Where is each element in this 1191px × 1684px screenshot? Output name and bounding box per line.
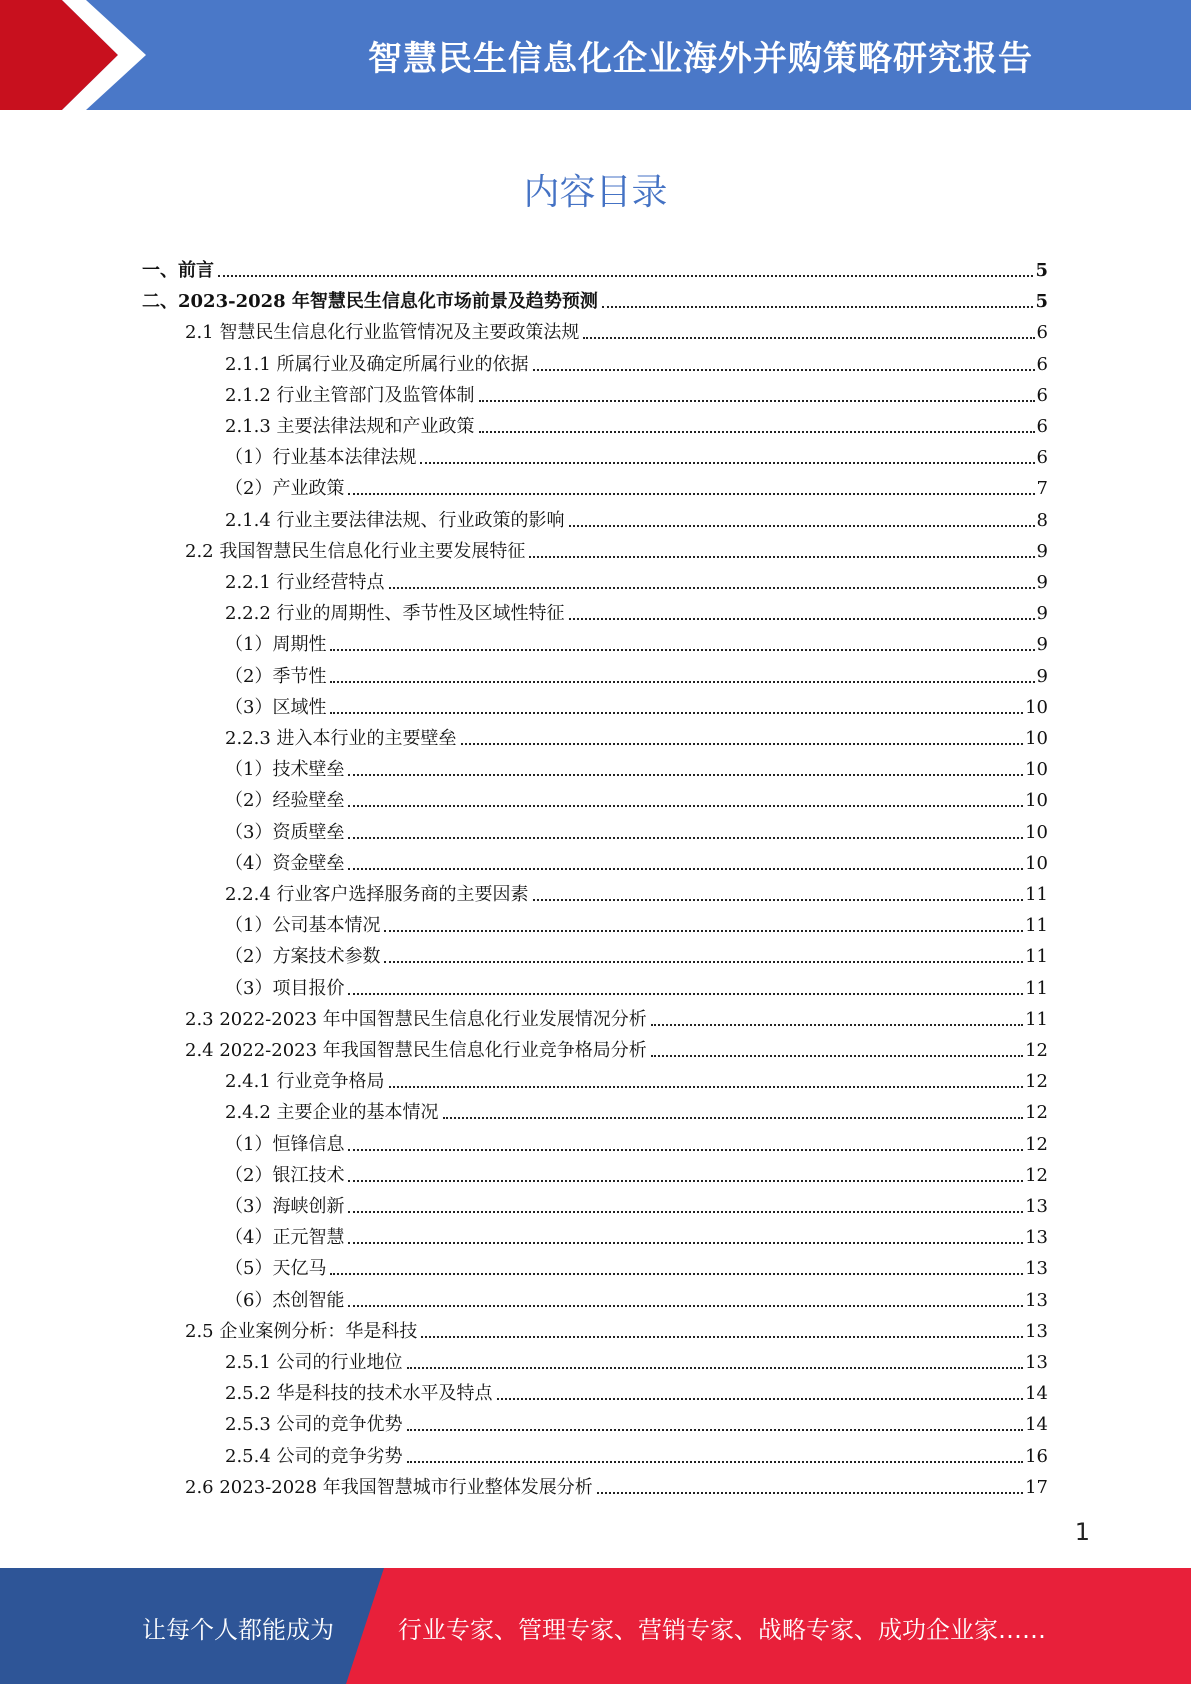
toc-entry-page: 9 <box>1036 665 1048 687</box>
toc-entry-page: 13 <box>1025 1227 1048 1249</box>
toc-entry-label: 2.4.1 行业竞争格局 <box>225 1071 385 1093</box>
toc-entry-page: 16 <box>1025 1445 1048 1467</box>
toc-entry[interactable] <box>225 564 1048 594</box>
toc-entry-label: （2）产业政策 <box>225 478 345 500</box>
toc-entry-label: 2.1.3 主要法律法规和产业政策 <box>225 416 475 437</box>
toc-entry[interactable] <box>225 1282 1048 1312</box>
toc-entry-label: （1）周期性 <box>225 634 327 656</box>
toc-leader-dots <box>407 1367 1024 1369</box>
toc-entry[interactable] <box>225 658 1048 688</box>
toc-entry-page: 6 <box>1036 416 1048 437</box>
toc-entry[interactable] <box>225 377 1048 407</box>
toc-entry-page: 11 <box>1025 946 1048 968</box>
toc-entry-label: 2.2.1 行业经营特点 <box>225 572 385 593</box>
toc-entry[interactable] <box>225 1219 1048 1249</box>
toc-leader-dots <box>569 618 1035 620</box>
toc-entry-label: 2.6 2023-2028 年我国智慧城市行业整体发展分析 <box>185 1476 593 1498</box>
toc-leader-dots <box>533 369 1035 371</box>
page-number: 1 <box>1074 1518 1090 1546</box>
toc-entry-page: 13 <box>1025 1258 1048 1280</box>
header-arrow-decoration <box>0 0 240 110</box>
toc-entry-label: 2.3 2022-2023 年中国智慧民生信息化行业发展情况分析 <box>185 1008 647 1030</box>
toc-entry-label: （2）方案技术参数 <box>225 946 381 968</box>
toc-entry-label: 2.5.4 公司的竞争劣势 <box>225 1445 403 1467</box>
toc-leader-dots <box>443 1117 1024 1119</box>
toc-entry-page: 10 <box>1025 821 1048 843</box>
toc-entry[interactable] <box>225 938 1048 968</box>
toc-entry-label: （3）区域性 <box>225 696 327 718</box>
toc-leader-dots <box>348 993 1023 995</box>
toc-entry-page: 17 <box>1025 1476 1048 1498</box>
toc-entry[interactable] <box>225 595 1048 625</box>
toc-leader-dots <box>479 400 1035 402</box>
toc-entry[interactable] <box>225 502 1048 532</box>
toc-entry-page: 9 <box>1036 572 1048 593</box>
toc-entry-page: 11 <box>1025 884 1048 905</box>
toc-entry-page: 12 <box>1025 1133 1048 1155</box>
toc-entry-label: （1）行业基本法律法规 <box>225 447 417 469</box>
toc-entry[interactable] <box>225 689 1048 719</box>
toc-entry-label: （1）技术壁垒 <box>225 759 345 781</box>
toc-entry-label: 2.2.2 行业的周期性、季节性及区域性特征 <box>225 603 565 625</box>
toc-entry-page: 10 <box>1025 696 1048 718</box>
toc-leader-dots <box>569 525 1035 527</box>
toc-entry-page: 12 <box>1025 1071 1048 1093</box>
toc-entry[interactable] <box>185 1469 1048 1499</box>
toc-leader-dots <box>348 868 1023 870</box>
toc-entry-page: 5 <box>1035 291 1048 313</box>
toc-leader-dots <box>651 1055 1023 1057</box>
toc-leader-dots <box>348 774 1023 776</box>
toc-entry-page: 9 <box>1036 540 1048 562</box>
toc-entry-page: 11 <box>1025 915 1048 937</box>
toc-leader-dots <box>348 1242 1023 1244</box>
toc-leader-dots <box>330 681 1034 683</box>
toc-entry-label: 2.1.4 行业主要法律法规、行业政策的影响 <box>225 509 565 531</box>
toc-leader-dots <box>330 1273 1023 1275</box>
toc-entry-label: 2.1.2 行业主管部门及监管体制 <box>225 384 475 406</box>
toc-entry-label: （2）银江技术 <box>225 1164 345 1186</box>
toc-entry-page: 10 <box>1025 852 1048 874</box>
toc-leader-dots <box>461 743 1024 745</box>
toc-entry-label: 2.5 企业案例分析：华是科技 <box>185 1320 418 1342</box>
toc-leader-dots <box>348 493 1034 495</box>
toc-entry[interactable] <box>225 751 1048 781</box>
report-title: 智慧民生信息化企业海外并购策略研究报告 <box>368 38 1033 79</box>
toc-entry[interactable] <box>185 1001 1048 1031</box>
toc-entry[interactable] <box>142 283 1048 313</box>
toc-entry-page: 14 <box>1025 1383 1048 1405</box>
footer-slogan-left: 让每个人都能成为 <box>142 1616 334 1644</box>
toc-entry-page: 13 <box>1025 1320 1048 1342</box>
toc-entry-page: 13 <box>1025 1289 1048 1311</box>
toc-leader-dots <box>389 1086 1024 1088</box>
header-banner <box>0 0 1191 110</box>
toc-entry-label: （2）季节性 <box>225 665 327 687</box>
toc-leader-dots <box>407 1461 1024 1463</box>
toc-entry-page: 9 <box>1036 603 1048 625</box>
toc-entry-page: 7 <box>1036 478 1048 500</box>
toc-leader-dots <box>407 1429 1024 1431</box>
toc-entry[interactable] <box>225 1375 1048 1405</box>
toc-entry[interactable] <box>225 845 1048 875</box>
toc-entry-label: 2.1.1 所属行业及确定所属行业的依据 <box>225 353 529 375</box>
toc-entry[interactable] <box>225 1063 1048 1093</box>
toc-entry-label: （5）天亿马 <box>225 1258 327 1280</box>
toc-entry-label: 2.4 2022-2023 年我国智慧民生信息化行业竞争格局分析 <box>185 1040 647 1061</box>
toc-entry[interactable] <box>225 814 1048 844</box>
toc-entry-page: 6 <box>1036 322 1048 344</box>
toc-entry-page: 6 <box>1036 384 1048 406</box>
toc-entry[interactable] <box>225 1344 1048 1374</box>
toc-entry[interactable] <box>185 1032 1048 1062</box>
toc-entry-label: （3）资质壁垒 <box>225 821 345 843</box>
toc-entry[interactable] <box>225 1094 1048 1124</box>
footer-slogan-right: 行业专家、管理专家、营销专家、战略专家、成功企业家…… <box>398 1616 1046 1644</box>
toc-entry-page: 8 <box>1036 509 1048 531</box>
toc-leader-dots <box>348 1211 1023 1213</box>
toc-entry[interactable] <box>225 970 1048 1000</box>
toc-entry-page: 10 <box>1025 790 1048 812</box>
toc-entry-page: 5 <box>1035 260 1048 281</box>
toc-entry[interactable] <box>225 346 1048 376</box>
toc-leader-dots <box>479 431 1035 433</box>
toc-leader-dots <box>330 712 1023 714</box>
toc-entry-label: （6）杰创智能 <box>225 1289 345 1311</box>
toc-entry-page: 13 <box>1025 1352 1048 1373</box>
toc-entry-label: 2.2 我国智慧民生信息化行业主要发展特征 <box>185 540 526 562</box>
toc-entry[interactable] <box>225 1188 1048 1218</box>
toc-entry-page: 6 <box>1036 447 1048 469</box>
toc-leader-dots <box>218 275 1033 277</box>
toc-leader-dots <box>348 805 1023 807</box>
toc-entry-page: 11 <box>1025 1008 1048 1030</box>
toc-leader-dots <box>602 306 1034 308</box>
toc-leader-dots <box>651 1024 1023 1026</box>
toc-leader-dots <box>533 899 1024 901</box>
toc-leader-dots <box>348 1305 1023 1307</box>
toc-entry[interactable] <box>225 1126 1048 1156</box>
toc-entry[interactable] <box>225 408 1048 438</box>
toc-entry-label: 2.4.2 主要企业的基本情况 <box>225 1102 439 1124</box>
toc-entry[interactable] <box>225 907 1048 937</box>
toc-entry-label: 二、2023-2028 年智慧民生信息化市场前景及趋势预测 <box>142 291 598 313</box>
toc-entry[interactable] <box>225 720 1048 750</box>
toc-entry[interactable] <box>225 1406 1048 1436</box>
toc-entry-label: 2.2.4 行业客户选择服务商的主要因素 <box>225 884 529 905</box>
toc-entry-label: 一、前言 <box>142 260 214 281</box>
toc-entry-label: （4）资金壁垒 <box>225 852 345 874</box>
toc-leader-dots <box>583 337 1034 339</box>
toc-leader-dots <box>330 649 1034 651</box>
toc-leader-dots <box>597 1492 1023 1494</box>
toc-entry[interactable] <box>225 439 1048 469</box>
toc-entry-label: （4）正元智慧 <box>225 1227 345 1249</box>
toc-entry-label: 2.5.3 公司的竞争优势 <box>225 1414 403 1436</box>
toc-entry[interactable] <box>225 876 1048 906</box>
toc-entry[interactable] <box>225 1438 1048 1468</box>
toc-entry-label: 2.2.3 进入本行业的主要壁垒 <box>225 728 457 749</box>
footer-banner <box>0 1568 1191 1684</box>
toc-heading: 内容目录 <box>523 172 668 213</box>
toc-entry[interactable] <box>185 533 1048 563</box>
toc-entry-label: （3）海峡创新 <box>225 1196 345 1217</box>
toc-entry-page: 13 <box>1025 1196 1048 1217</box>
toc-leader-dots <box>384 961 1023 963</box>
toc-entry-page: 9 <box>1036 634 1048 656</box>
toc-entry[interactable] <box>225 1250 1048 1280</box>
toc-leader-dots <box>421 1336 1023 1338</box>
toc-entry[interactable] <box>225 626 1048 656</box>
toc-entry-page: 10 <box>1025 759 1048 781</box>
toc-entry[interactable] <box>185 314 1048 344</box>
toc-entry-page: 12 <box>1025 1102 1048 1124</box>
toc-entry-page: 12 <box>1025 1040 1048 1061</box>
toc-entry[interactable] <box>225 782 1048 812</box>
toc-entry-label: 2.1 智慧民生信息化行业监管情况及主要政策法规 <box>185 322 580 344</box>
toc-entry-label: （1）恒锋信息 <box>225 1133 345 1155</box>
toc-entry-page: 10 <box>1025 728 1048 749</box>
toc-entry[interactable] <box>185 1313 1048 1343</box>
toc-entry-label: （3）项目报价 <box>225 977 345 999</box>
toc-leader-dots <box>389 587 1035 589</box>
toc-entry-label: 2.5.2 华是科技的技术水平及特点 <box>225 1383 493 1405</box>
toc-leader-dots <box>348 1149 1023 1151</box>
toc-entry-label: （1）公司基本情况 <box>225 915 381 937</box>
toc-entry-label: 2.5.1 公司的行业地位 <box>225 1352 403 1373</box>
toc-leader-dots <box>420 462 1034 464</box>
toc-entry[interactable] <box>225 470 1048 500</box>
toc-entry-page: 12 <box>1025 1164 1048 1186</box>
toc-leader-dots <box>348 837 1023 839</box>
toc-leader-dots <box>529 556 1034 558</box>
toc-leader-dots <box>384 930 1023 932</box>
toc-entry-page: 6 <box>1036 353 1048 375</box>
toc-entry-label: （2）经验壁垒 <box>225 790 345 812</box>
toc-entry-page: 11 <box>1025 977 1048 999</box>
toc-entry-page: 14 <box>1025 1414 1048 1436</box>
toc-leader-dots <box>348 1180 1023 1182</box>
toc-entry[interactable] <box>225 1157 1048 1187</box>
toc-entry[interactable] <box>142 252 1048 282</box>
toc-leader-dots <box>497 1398 1024 1400</box>
